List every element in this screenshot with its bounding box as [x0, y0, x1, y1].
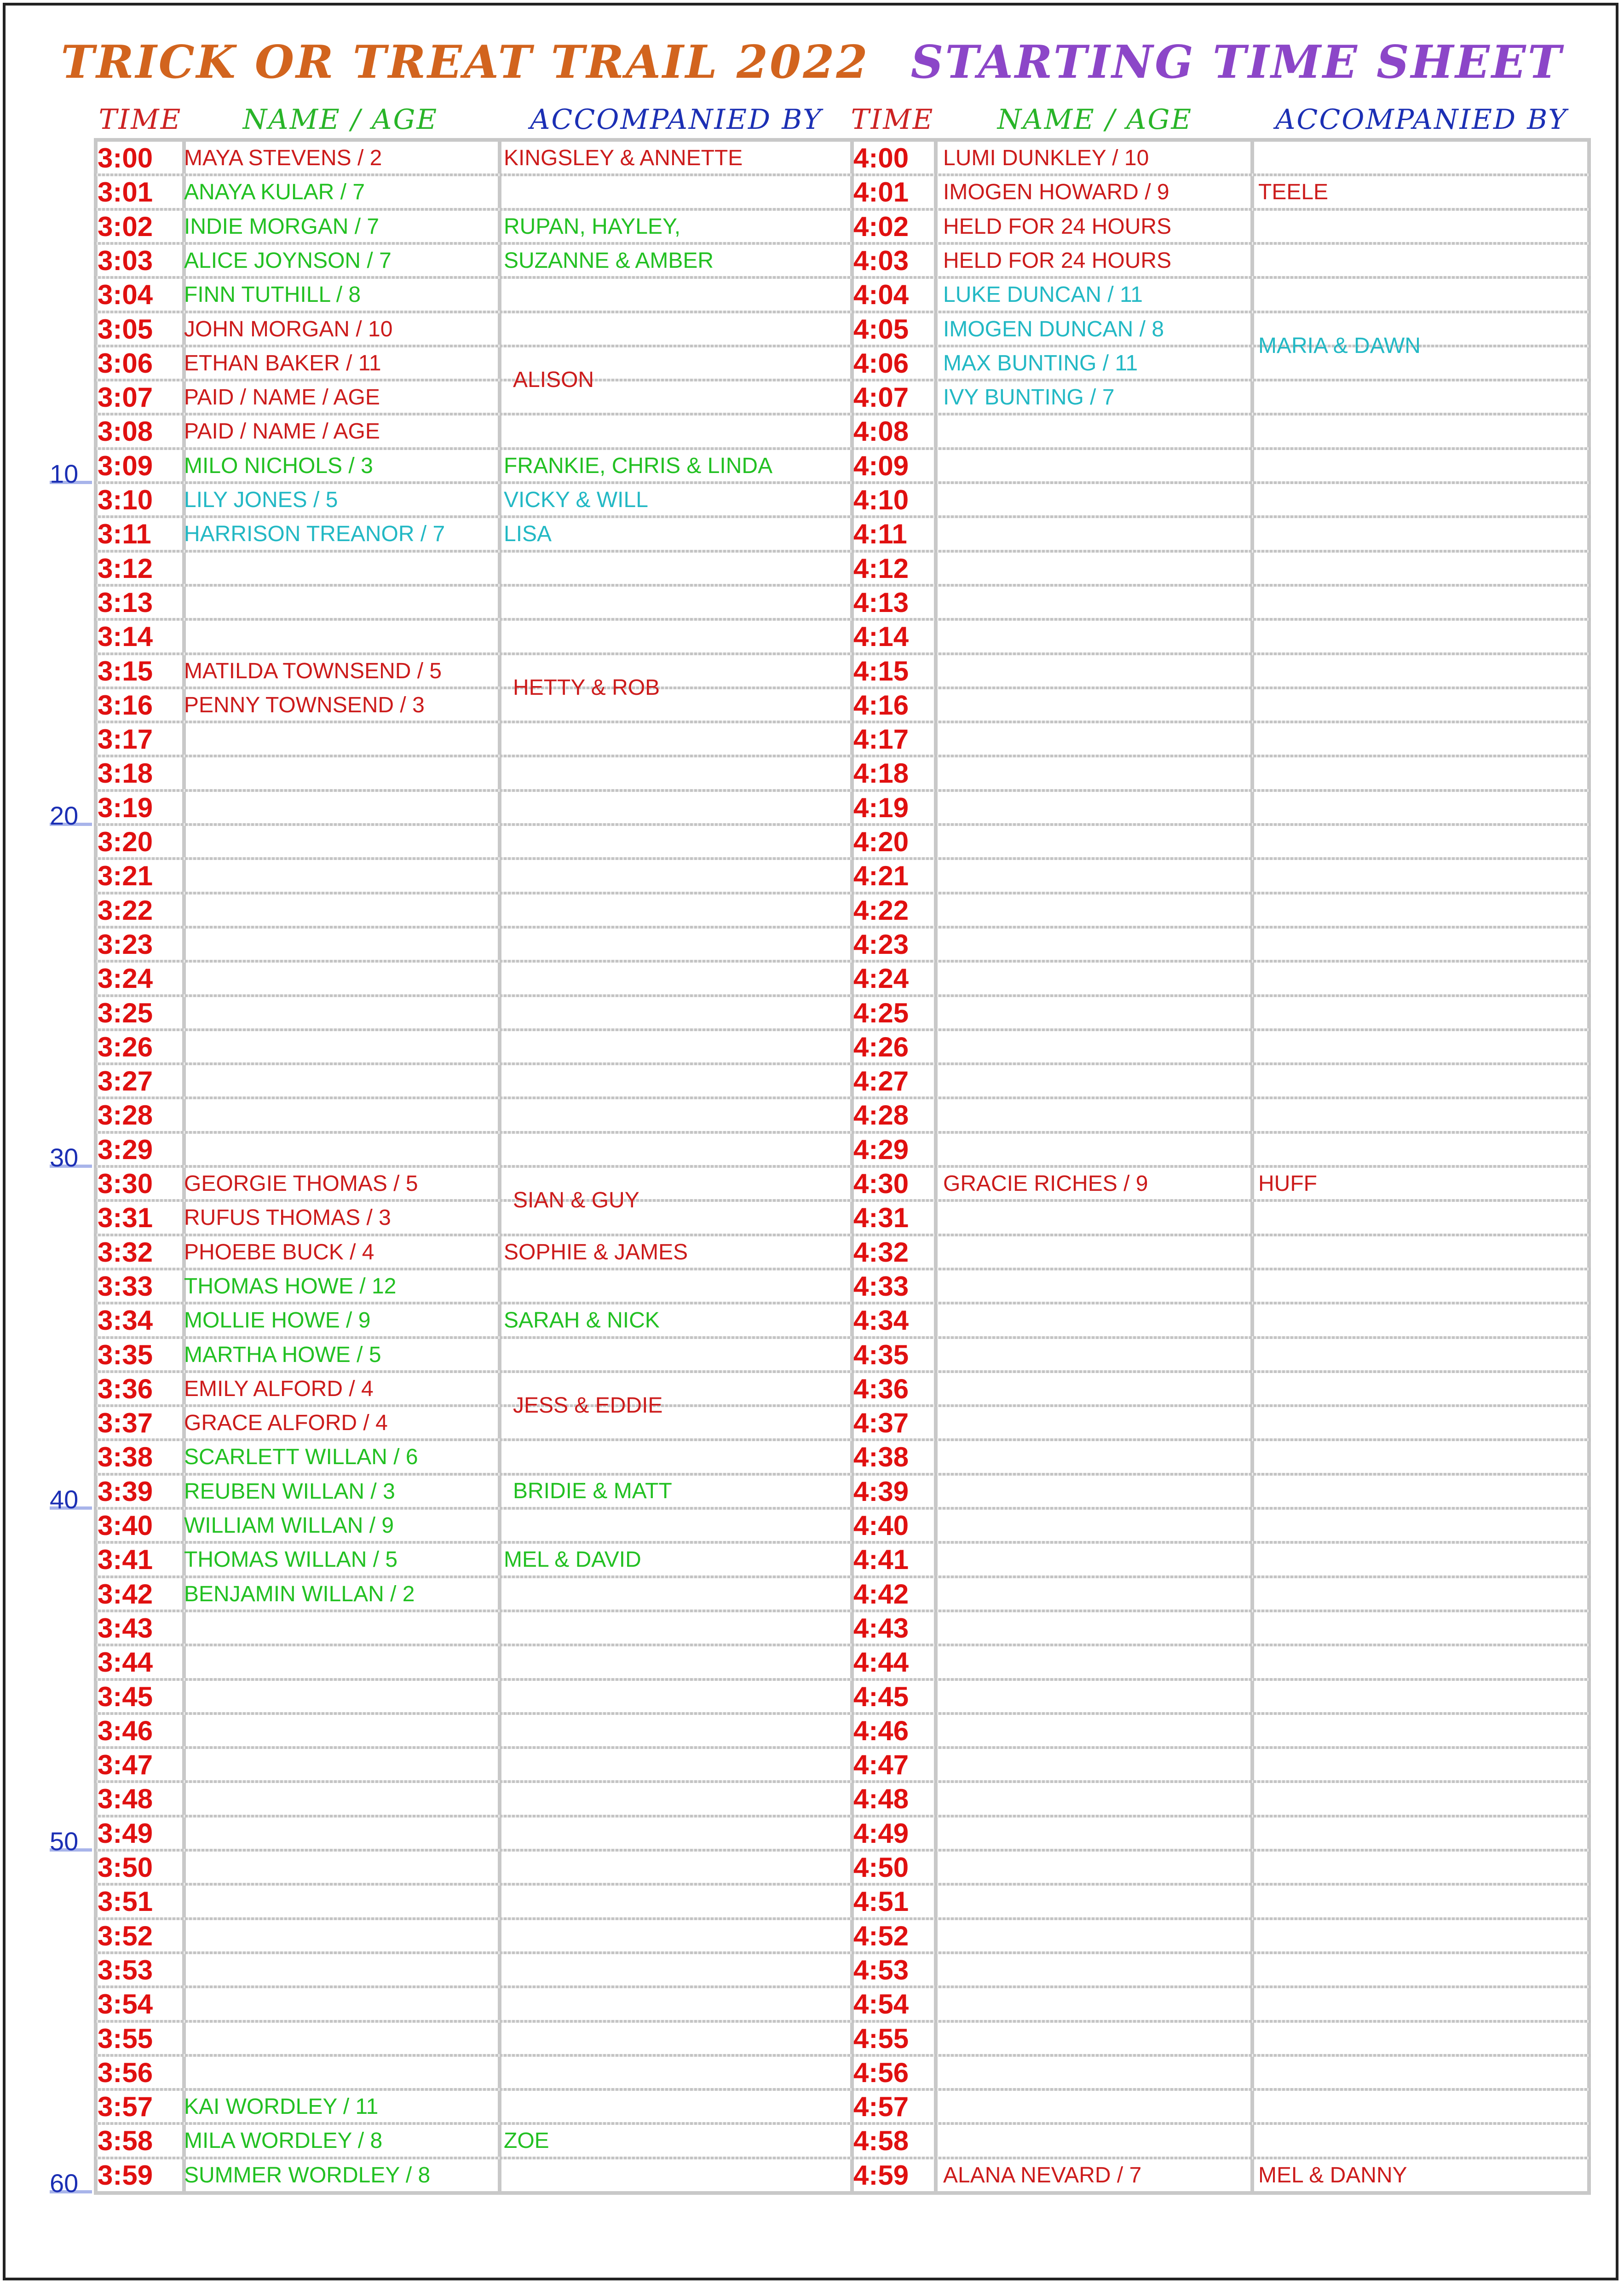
time-slot: 3:58 [98, 2125, 153, 2157]
row-divider [94, 1199, 1591, 1202]
row-divider [94, 550, 1591, 553]
row-divider [94, 584, 1591, 587]
time-slot: 3:05 [98, 313, 153, 345]
row-divider [94, 1644, 1591, 1646]
time-slot: 3:01 [98, 177, 153, 208]
time-slot: 3:52 [98, 1920, 153, 1951]
row-divider [94, 721, 1591, 723]
time-slot: 4:39 [853, 1476, 909, 1507]
time-slot: 4:55 [853, 2023, 909, 2054]
time-slot: 4:10 [853, 485, 909, 515]
participant-name: REUBEN WILLAN / 3 [184, 1479, 395, 1504]
time-slot: 3:47 [98, 1749, 153, 1781]
row-divider [94, 379, 1591, 381]
time-slot: 3:30 [98, 1168, 153, 1199]
time-slot: 4:05 [853, 313, 909, 345]
row-divider [94, 1917, 1591, 1920]
time-slot: 3:53 [98, 1954, 153, 1985]
participant-name: FINN TUTHILL / 8 [184, 283, 361, 307]
header-name-left: NAME / AGE [242, 104, 438, 136]
row-divider [94, 2088, 1591, 2091]
time-slot: 4:59 [853, 2159, 909, 2191]
time-slot: 3:54 [98, 1989, 153, 2020]
time-slot: 4:33 [853, 1270, 909, 1302]
participant-name: RUFUS THOMAS / 3 [184, 1206, 391, 1230]
row-divider [94, 481, 1591, 484]
row-divider [94, 447, 1591, 450]
row-divider [94, 1507, 1591, 1510]
participant-name: KAI WORDLEY / 11 [184, 2095, 379, 2119]
time-slot: 4:24 [853, 963, 909, 994]
row-divider [94, 687, 1591, 689]
accompanied-by-group: SIAN & GUY [513, 1188, 639, 1213]
time-slot: 4:26 [853, 1031, 909, 1062]
accompanied-by: ZOE [504, 2129, 549, 2153]
accompanied-by-group: BRIDIE & MATT [513, 1478, 672, 1503]
time-slot: 3:59 [98, 2159, 153, 2191]
header-name-right: NAME / AGE [997, 104, 1193, 136]
time-slot: 3:57 [98, 2091, 153, 2123]
time-slot: 4:06 [853, 347, 909, 379]
participant-name: IVY BUNTING / 7 [943, 385, 1115, 410]
time-slot: 4:52 [853, 1920, 909, 1951]
row-divider [94, 2157, 1591, 2159]
row-divider [94, 994, 1591, 997]
row-divider [94, 652, 1591, 655]
time-slot: 4:35 [853, 1339, 909, 1370]
time-slot: 4:19 [853, 792, 909, 823]
time-slot: 3:24 [98, 963, 153, 994]
accompanied-by: RUPAN, HAYLEY, [504, 214, 681, 239]
time-slot: 3:11 [98, 519, 151, 550]
time-slot: 3:40 [98, 1510, 153, 1541]
row-divider [94, 208, 1591, 211]
time-slot: 4:09 [853, 450, 909, 481]
row-divider [94, 789, 1591, 792]
row-divider [94, 276, 1591, 279]
time-slot: 4:32 [853, 1236, 909, 1268]
row-divider [94, 1438, 1591, 1441]
participant-name: PAID / NAME / AGE [184, 385, 380, 410]
participant-name: GEORGIE THOMAS / 5 [184, 1171, 418, 1196]
row-divider [94, 1746, 1591, 1749]
participant-name: HELD FOR 24 HOURS [943, 214, 1172, 239]
participant-name: GRACIE RICHES / 9 [943, 1171, 1148, 1196]
time-slot: 4:22 [853, 894, 909, 926]
row-divider [94, 1951, 1591, 1954]
page-title [0, 36, 1624, 89]
participant-name: ETHAN BAKER / 11 [184, 351, 381, 375]
participant-name: LUMI DUNKLEY / 10 [943, 146, 1149, 170]
time-slot: 3:29 [98, 1134, 153, 1165]
participant-name: MILO NICHOLS / 3 [184, 453, 373, 478]
participant-name: LUKE DUNCAN / 11 [943, 283, 1143, 307]
time-slot: 4:29 [853, 1134, 909, 1165]
time-slot: 3:17 [98, 724, 153, 755]
participant-name: EMILY ALFORD / 4 [184, 1376, 374, 1401]
time-slot: 3:44 [98, 1647, 153, 1678]
row-divider [94, 755, 1591, 757]
participant-name: WILLIAM WILLAN / 9 [184, 1513, 394, 1538]
participant-name: SCARLETT WILLAN / 6 [184, 1445, 418, 1470]
time-slot: 3:03 [98, 245, 153, 276]
time-slot: 4:45 [853, 1681, 909, 1712]
time-slot: 3:34 [98, 1305, 153, 1336]
time-slot: 3:32 [98, 1236, 153, 1268]
participant-name: LILY JONES / 5 [184, 488, 338, 512]
participant-name: ANAYA KULAR / 7 [184, 180, 365, 205]
accompanied-by: SUZANNE & AMBER [504, 248, 714, 273]
time-slot: 3:18 [98, 758, 153, 789]
time-slot: 3:36 [98, 1373, 153, 1404]
row-divider [94, 1336, 1591, 1339]
accompanied-by-group: MARIA & DAWN [1258, 333, 1421, 358]
accompanied-by: MEL & DANNY [1258, 2163, 1407, 2187]
time-slot: 3:10 [98, 485, 153, 515]
row-divider [94, 1575, 1591, 1578]
time-slot: 4:11 [853, 519, 907, 550]
row-divider [94, 926, 1591, 929]
row-divider [94, 1883, 1591, 1886]
participant-name: PHOEBE BUCK / 4 [184, 1240, 374, 1264]
time-slot: 4:57 [853, 2091, 909, 2123]
row-divider [94, 1062, 1591, 1065]
time-slot: 3:56 [98, 2057, 153, 2088]
row-divider [94, 857, 1591, 860]
row-divider [94, 2020, 1591, 2023]
participant-name: JOHN MORGAN / 10 [184, 317, 393, 341]
time-slot: 4:48 [853, 1783, 909, 1815]
time-slot: 3:07 [98, 382, 153, 413]
time-slot: 3:41 [98, 1544, 153, 1575]
participant-name: HELD FOR 24 HOURS [943, 248, 1172, 273]
row-divider [94, 1370, 1591, 1373]
time-slot: 4:08 [853, 416, 909, 447]
participant-name: GRACE ALFORD / 4 [184, 1411, 388, 1436]
time-slot: 3:13 [98, 587, 153, 618]
time-slot: 4:13 [853, 587, 909, 618]
row-divider [94, 960, 1591, 963]
row-divider [94, 1541, 1591, 1544]
row-divider [94, 1131, 1591, 1134]
time-slot: 3:27 [98, 1066, 153, 1097]
time-slot: 3:09 [98, 450, 153, 481]
time-slot: 3:28 [98, 1100, 153, 1131]
time-slot: 4:37 [853, 1408, 909, 1439]
participant-name: IMOGEN DUNCAN / 8 [943, 317, 1164, 341]
accompanied-by: LISA [504, 522, 552, 547]
time-slot: 3:26 [98, 1031, 153, 1062]
time-slot: 4:56 [853, 2057, 909, 2088]
time-slot: 3:31 [98, 1202, 153, 1234]
time-slot: 4:51 [853, 1886, 909, 1917]
row-divider [94, 1302, 1591, 1304]
time-slot: 4:30 [853, 1168, 909, 1199]
time-slot: 3:14 [98, 621, 153, 652]
participant-name: PAID / NAME / AGE [184, 419, 380, 444]
participant-name: MAX BUNTING / 11 [943, 351, 1138, 375]
time-slot: 4:03 [853, 245, 909, 276]
time-slot: 4:23 [853, 929, 909, 960]
tick-label: 40 [50, 1485, 79, 1514]
time-slot: 3:42 [98, 1578, 153, 1610]
accompanied-by: VICKY & WILL [504, 488, 648, 512]
participant-name: HARRISON TREANOR / 7 [184, 522, 445, 547]
title-event: TRICK OR TREAT TRAIL 2022 [61, 36, 870, 89]
time-slot: 4:49 [853, 1818, 909, 1849]
row-divider [94, 1678, 1591, 1681]
time-slot: 4:25 [853, 997, 909, 1028]
row-divider [94, 1096, 1591, 1099]
row-divider [94, 1028, 1591, 1031]
participant-name: BENJAMIN WILLAN / 2 [184, 1581, 415, 1606]
time-slot: 4:58 [853, 2125, 909, 2157]
row-divider [94, 242, 1591, 245]
header-accompanied-right: ACCOMPANIED BY [1275, 104, 1568, 136]
accompanied-by: MEL & DAVID [504, 1547, 641, 1572]
time-slot: 4:41 [853, 1544, 909, 1575]
row-divider [94, 1165, 1591, 1168]
row-divider [94, 515, 1591, 518]
time-slot: 3:49 [98, 1818, 153, 1849]
title-sheet: STARTING TIME SHEET [910, 36, 1563, 89]
row-divider [94, 311, 1591, 313]
participant-name: INDIE MORGAN / 7 [184, 214, 380, 239]
accompanied-by: SARAH & NICK [504, 1308, 660, 1333]
tick-label: 30 [50, 1143, 79, 1172]
time-slot: 3:08 [98, 416, 153, 447]
header-accompanied-left: ACCOMPANIED BY [530, 104, 823, 136]
row-divider [94, 1610, 1591, 1612]
time-slot: 3:46 [98, 1715, 153, 1746]
time-slot: 3:23 [98, 929, 153, 960]
row-divider [94, 1985, 1591, 1988]
accompanied-by-group: HETTY & ROB [513, 675, 660, 700]
time-slot: 3:15 [98, 655, 153, 687]
time-slot: 3:20 [98, 826, 153, 857]
row-divider [94, 892, 1591, 894]
time-slot: 4:47 [853, 1749, 909, 1781]
time-slot: 3:16 [98, 689, 153, 721]
time-slot: 4:31 [853, 1202, 909, 1234]
time-slot: 4:01 [853, 177, 909, 208]
time-slot: 4:02 [853, 211, 909, 242]
time-slot: 3:19 [98, 792, 153, 823]
time-slot: 4:15 [853, 655, 909, 687]
time-slot: 4:00 [853, 143, 909, 173]
row-divider [94, 1712, 1591, 1715]
accompanied-by: FRANKIE, CHRIS & LINDA [504, 453, 773, 478]
time-slot: 3:00 [98, 143, 153, 173]
tick-label: 50 [50, 1827, 79, 1856]
time-slot: 4:36 [853, 1373, 909, 1404]
time-slot: 3:21 [98, 860, 153, 892]
time-slot: 4:53 [853, 1954, 909, 1985]
header-time-right: TIME [851, 104, 934, 136]
time-slot: 4:38 [853, 1442, 909, 1473]
time-slot: 4:21 [853, 860, 909, 892]
time-slot: 3:51 [98, 1886, 153, 1917]
time-slot: 3:04 [98, 279, 153, 311]
time-slot: 4:54 [853, 1989, 909, 2020]
row-divider [94, 1404, 1591, 1407]
accompanied-by: TEELE [1258, 180, 1329, 205]
participant-name: IMOGEN HOWARD / 9 [943, 180, 1169, 205]
time-slot: 3:38 [98, 1442, 153, 1473]
time-slot: 3:45 [98, 1681, 153, 1712]
time-slot: 3:06 [98, 347, 153, 379]
accompanied-by: HUFF [1258, 1171, 1317, 1196]
time-slot: 4:04 [853, 279, 909, 311]
participant-name: MILA WORDLEY / 8 [184, 2129, 383, 2153]
row-divider [94, 1815, 1591, 1818]
row-divider [94, 1234, 1591, 1236]
row-divider [94, 2122, 1591, 2125]
time-slot: 3:12 [98, 553, 153, 584]
time-slot: 3:25 [98, 997, 153, 1028]
tick-label: 60 [50, 2169, 79, 2198]
time-slot: 3:22 [98, 894, 153, 926]
time-slot: 3:48 [98, 1783, 153, 1815]
row-divider [94, 173, 1591, 176]
row-divider [94, 1473, 1591, 1476]
participant-name: MOLLIE HOWE / 9 [184, 1308, 371, 1333]
row-divider [94, 1780, 1591, 1783]
header-time-left: TIME [98, 104, 182, 136]
row-divider [94, 823, 1591, 826]
participant-name: SUMMER WORDLEY / 8 [184, 2163, 431, 2187]
time-slot: 3:55 [98, 2023, 153, 2054]
accompanied-by-group: JESS & EDDIE [513, 1393, 663, 1418]
time-slot: 4:34 [853, 1305, 909, 1336]
time-slot: 3:39 [98, 1476, 153, 1507]
participant-name: MATILDA TOWNSEND / 5 [184, 658, 442, 683]
time-slot: 4:07 [853, 382, 909, 413]
time-slot: 4:17 [853, 724, 909, 755]
time-slot: 4:44 [853, 1647, 909, 1678]
time-slot: 3:35 [98, 1339, 153, 1370]
time-slot: 4:40 [853, 1510, 909, 1541]
time-slot: 3:37 [98, 1408, 153, 1439]
time-slot: 4:42 [853, 1578, 909, 1610]
time-slot: 4:14 [853, 621, 909, 652]
row-divider [94, 413, 1591, 415]
tick-label: 10 [50, 459, 79, 488]
participant-name: THOMAS WILLAN / 5 [184, 1547, 398, 1572]
tick-label: 20 [50, 801, 79, 830]
participant-name: MAYA STEVENS / 2 [184, 146, 382, 170]
time-slot: 4:18 [853, 758, 909, 789]
time-slot: 4:12 [853, 553, 909, 584]
accompanied-by: KINGSLEY & ANNETTE [504, 146, 743, 170]
time-slot: 3:33 [98, 1270, 153, 1302]
time-slot: 4:43 [853, 1612, 909, 1644]
time-slot: 4:28 [853, 1100, 909, 1131]
time-slot: 4:27 [853, 1066, 909, 1097]
row-divider [94, 2054, 1591, 2057]
time-slot: 3:02 [98, 211, 153, 242]
accompanied-by: SOPHIE & JAMES [504, 1240, 688, 1264]
time-slot: 4:16 [853, 689, 909, 721]
time-slot: 3:50 [98, 1852, 153, 1883]
participant-name: THOMAS HOWE / 12 [184, 1274, 397, 1298]
time-slot: 3:43 [98, 1612, 153, 1644]
accompanied-by-group: ALISON [513, 368, 594, 392]
row-divider [94, 1849, 1591, 1852]
participant-name: PENNY TOWNSEND / 3 [184, 692, 425, 717]
participant-name: ALICE JOYNSON / 7 [184, 248, 392, 273]
row-divider [94, 618, 1591, 621]
participant-name: MARTHA HOWE / 5 [184, 1342, 381, 1367]
row-divider [94, 1268, 1591, 1270]
participant-name: ALANA NEVARD / 7 [943, 2163, 1142, 2187]
time-slot: 4:46 [853, 1715, 909, 1746]
time-slot: 4:50 [853, 1852, 909, 1883]
time-slot: 4:20 [853, 826, 909, 857]
